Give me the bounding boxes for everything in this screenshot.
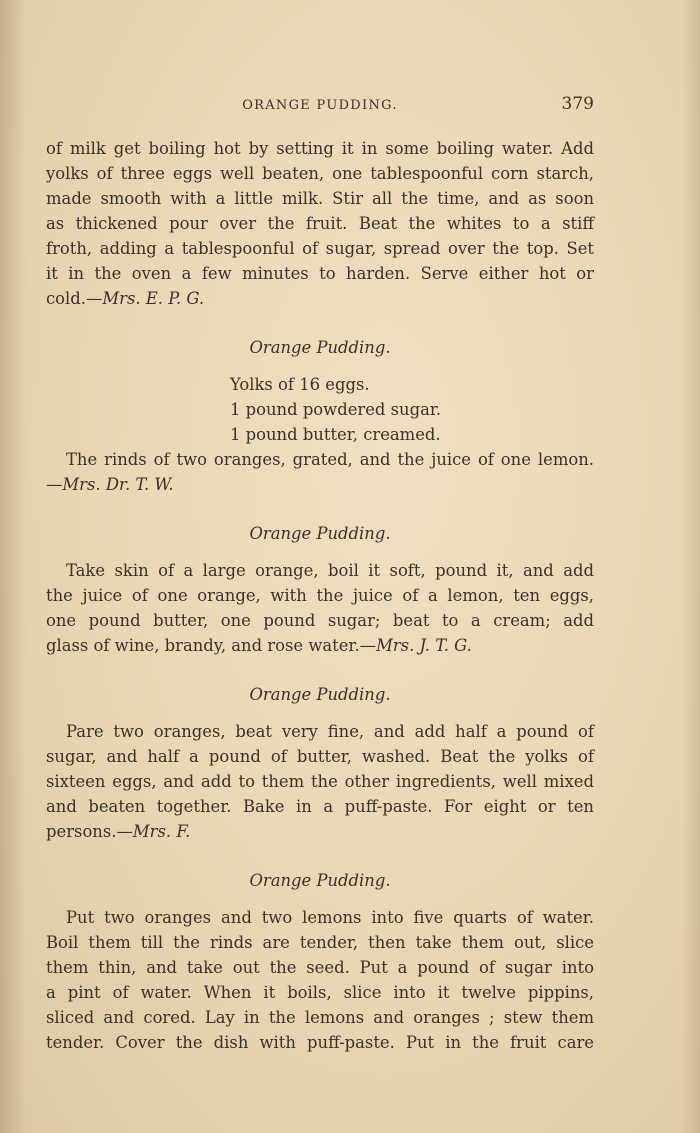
text-line: sliced and cored. Lay in the lemons and oranges ; stew them: [46, 1008, 594, 1027]
signature: Mrs. J. T. G.: [376, 636, 472, 655]
text-line: them thin, and take out the seed. Put a pound of sugar into: [46, 958, 594, 977]
text-line: made smooth with a little milk. Stir all the time, and as soon: [46, 189, 594, 208]
text-line: Take skin of a large orange, boil it soft, pound it, and add: [66, 561, 594, 580]
recipe-title: Orange Pudding.: [249, 871, 391, 890]
recipe-title: Orange Pudding.: [249, 685, 391, 704]
page-header: [46, 94, 594, 118]
intro-paragraph: [46, 136, 594, 311]
running-head: ORANGE PUDDING.: [242, 98, 398, 113]
signature: Mrs. E. P. G.: [102, 289, 205, 308]
recipe-title: Orange Pudding.: [249, 524, 391, 543]
text-line: and beaten together. Bake in a puff-paste. For eight or ten: [46, 797, 594, 816]
text-line: tender. Cover the dish with puff-paste. Put in the fruit care: [46, 1033, 594, 1052]
ingredient-line: Yolks of 16 eggs.: [230, 375, 370, 394]
text-line: froth, adding a tablespoonful of sugar, spread over the top. Set: [46, 239, 594, 258]
text-line: yolks of three eggs well beaten, one tablespoonful corn starch,: [46, 164, 594, 183]
page-body: [46, 136, 594, 1055]
recipe-3: [46, 682, 594, 844]
page-number: 379: [561, 94, 594, 114]
text-line: [46, 286, 594, 311]
recipe-2: [46, 521, 594, 658]
text-line: [46, 633, 594, 658]
text-line: a pint of water. When it boils, slice into it twelve pippins,: [46, 983, 594, 1002]
recipe-4: [46, 868, 594, 1055]
recipe-1: [46, 335, 594, 497]
text-line: one pound butter, one pound sugar; beat to a cream; add: [46, 611, 594, 630]
recipe-title: Orange Pudding.: [249, 338, 391, 357]
text-line: it in the oven a few minutes to harden. Serve either hot or: [46, 264, 594, 283]
text-fragment: cold.—: [46, 289, 103, 308]
ingredient-line: 1 pound butter, creamed.: [230, 425, 441, 444]
text-line: [46, 819, 594, 844]
text-line: The rinds of two oranges, grated, and the juice of one lemon.: [66, 450, 594, 469]
text-line: as thickened pour over the fruit. Beat the whites to a stiff: [46, 214, 594, 233]
text-line: sugar, and half a pound of butter, washed. Beat the yolks of: [46, 747, 594, 766]
text-line: sixteen eggs, and add to them the other ingredients, well mixed: [46, 772, 594, 791]
signature: Mrs. F.: [132, 822, 191, 841]
ingredient-line: 1 pound powdered sugar.: [230, 400, 442, 419]
text-fragment: glass of wine, brandy, and rose water.—: [46, 636, 377, 655]
text-line: Pare two oranges, beat very fine, and add half a pound of: [66, 722, 594, 741]
text-line: Boil them till the rinds are tender, then take them out, slice: [46, 933, 594, 952]
text-line: the juice of one orange, with the juice of a lemon, ten eggs,: [46, 586, 594, 605]
text-fragment: persons.—: [46, 822, 133, 841]
text-line: of milk get boiling hot by setting it in some boiling water. Add: [46, 139, 594, 158]
text-line: Put two oranges and two lemons into five quarts of water.: [66, 908, 594, 927]
signature: —Mrs. Dr. T. W.: [46, 475, 174, 494]
